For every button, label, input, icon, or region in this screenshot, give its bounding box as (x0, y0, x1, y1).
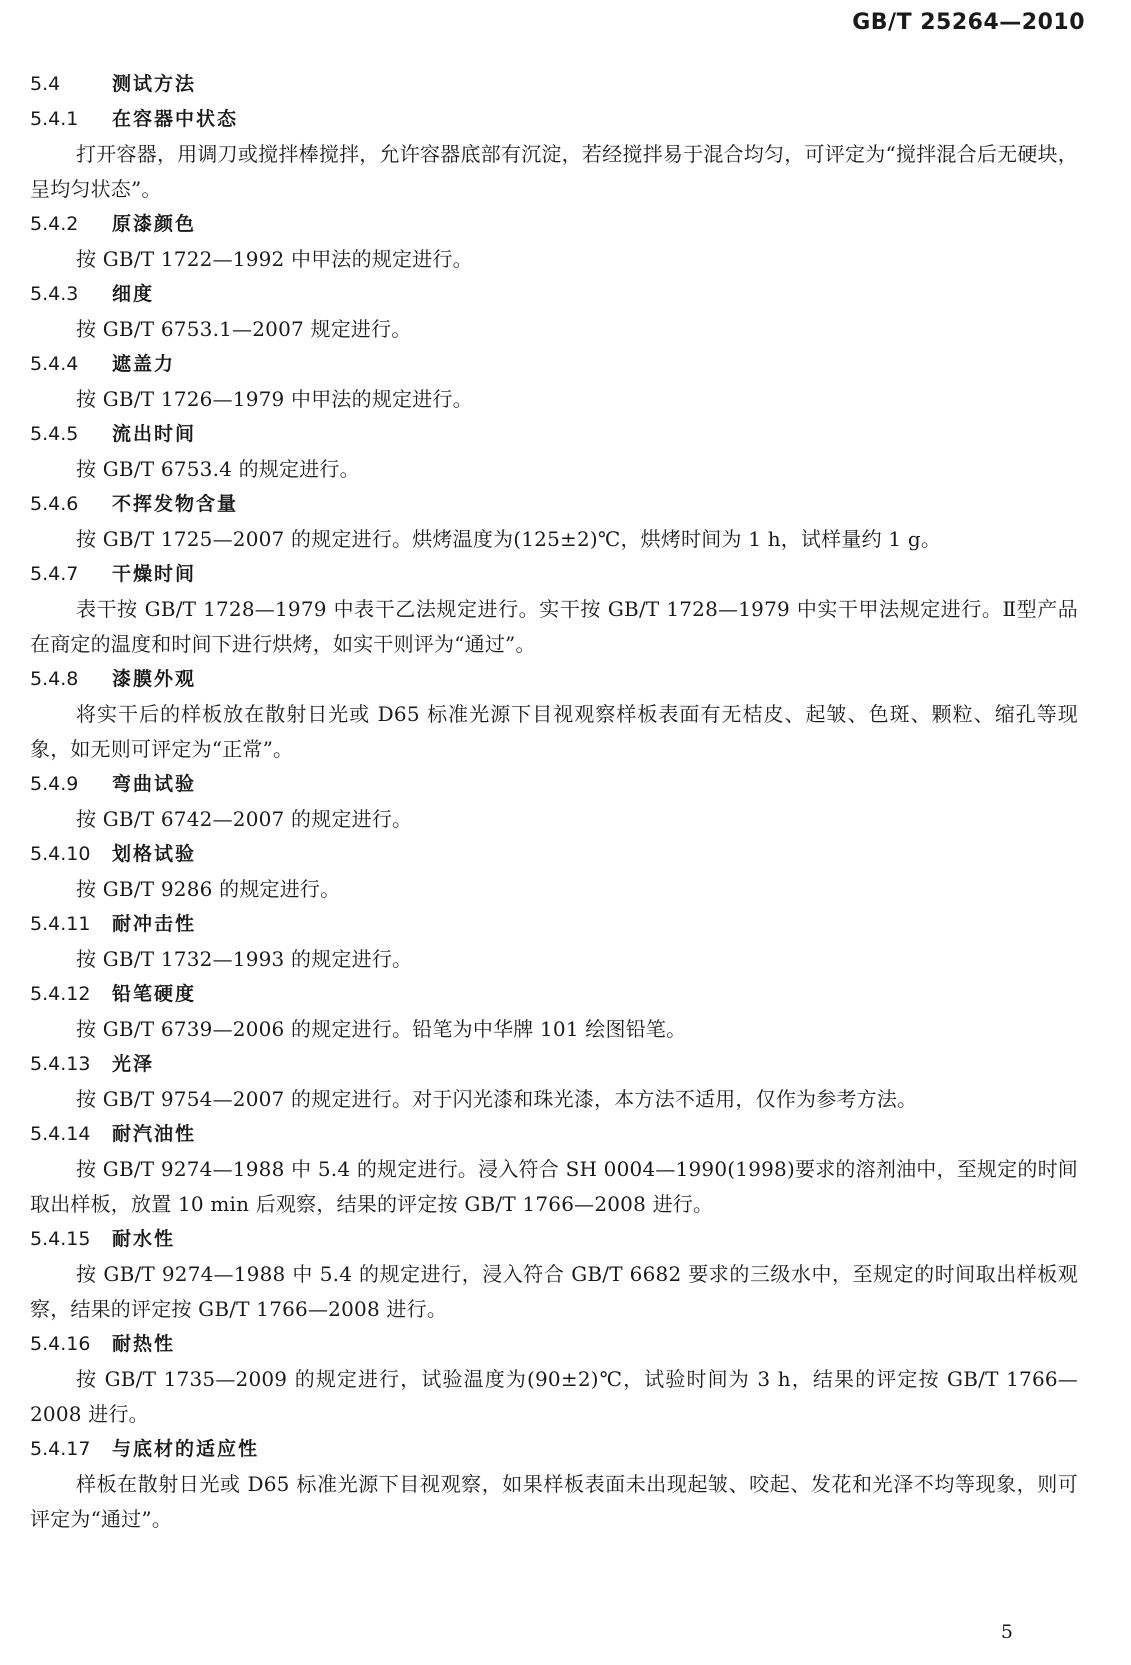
section-heading (30, 767, 1078, 802)
section-paragraph: 按 GB/T 1722—1992 中甲法的规定进行。 (76, 247, 473, 271)
section-paragraph: 将实干后的样板放在散射日光或 D65 标准光源下目视观察样板表面有无桔皮、起皱、色斑、颗粒、缩孔等现象，如无则可评定为“正常”。 (30, 702, 1078, 761)
section-title: 原漆颜色 (112, 213, 197, 235)
section-title: 测试方法 (112, 73, 197, 95)
section-paragraph: 打开容器，用调刀或搅拌棒搅拌，允许容器底部有沉淀，若经搅拌易于混合均匀，可评定为“搅拌混合后无硬块，呈均匀状态”。 (30, 142, 1078, 201)
section-title: 遮盖力 (112, 353, 176, 375)
section-title: 漆膜外观 (112, 668, 197, 690)
section-paragraph: 按 GB/T 1732—1993 的规定进行。 (76, 947, 413, 971)
section-title: 与底材的适应性 (112, 1438, 260, 1460)
section-heading (30, 837, 1078, 872)
section-number: 5.4.6 (30, 493, 79, 515)
section-title: 细度 (112, 283, 155, 305)
section-paragraph: 按 GB/T 1725—2007 的规定进行。烘烤温度为(125±2)℃，烘烤时间为 1 h，试样量约 1 g。 (76, 527, 942, 551)
section-heading (30, 277, 1078, 312)
section-number: 5.4.7 (30, 563, 79, 585)
section-heading (30, 347, 1078, 382)
section-heading (30, 977, 1078, 1012)
section-heading (30, 102, 1078, 137)
section-number: 5.4.13 (30, 1053, 91, 1075)
section-heading (30, 207, 1078, 242)
section-heading (30, 907, 1078, 942)
section-paragraph: 按 GB/T 9274—1988 中 5.4 的规定进行，浸入符合 GB/T 6682 要求的三级水中，至规定的时间取出样板观察，结果的评定按 GB/T 1766—2008 进行。 (30, 1262, 1078, 1321)
page-number: 5 (1000, 1621, 1013, 1643)
section-number: 5.4.8 (30, 668, 79, 690)
section-number: 5.4.10 (30, 843, 91, 865)
section-title: 光泽 (112, 1053, 155, 1075)
section-title: 不挥发物含量 (112, 493, 239, 515)
section-paragraph: 按 GB/T 6739—2006 的规定进行。铅笔为中华牌 101 绘图铅笔。 (76, 1017, 687, 1041)
section-heading (30, 1432, 1078, 1467)
section-number: 5.4.11 (30, 913, 91, 935)
section-number: 5.4.4 (30, 353, 79, 375)
section-title: 流出时间 (112, 423, 197, 445)
section-title: 耐冲击性 (112, 913, 197, 935)
section-paragraph: 按 GB/T 9274—1988 中 5.4 的规定进行。浸入符合 SH 0004—1990(1998)要求的溶剂油中，至规定的时间取出样板，放置 10 min 后观察，结果的评定按 GB/T 1766—2008 进行。 (30, 1157, 1078, 1216)
section-title: 弯曲试验 (112, 773, 197, 795)
section-heading (30, 1327, 1078, 1362)
section-paragraph: 按 GB/T 6753.4 的规定进行。 (76, 457, 360, 481)
section-paragraph: 按 GB/T 9754—2007 的规定进行。对于闪光漆和珠光漆，本方法不适用，仅作为参考方法。 (76, 1087, 918, 1111)
section-paragraph: 按 GB/T 9286 的规定进行。 (76, 877, 341, 901)
section-paragraph: 样板在散射日光或 D65 标准光源下目视观察，如果样板表面未出现起皱、咬起、发花和光泽不均等现象，则可评定为“通过”。 (30, 1472, 1078, 1531)
section-heading (30, 662, 1078, 697)
section-title: 耐汽油性 (112, 1123, 197, 1145)
section-number: 5.4.1 (30, 108, 79, 130)
section-heading (30, 557, 1078, 592)
section-paragraph: 按 GB/T 6742—2007 的规定进行。 (76, 807, 413, 831)
section-heading (30, 487, 1078, 522)
section-heading (30, 1047, 1078, 1082)
section-number: 5.4.9 (30, 773, 79, 795)
section-number: 5.4.2 (30, 213, 79, 235)
section-heading (30, 1222, 1078, 1257)
section-title: 划格试验 (112, 843, 197, 865)
section-paragraph: 表干按 GB/T 1728—1979 中表干乙法规定进行。实干按 GB/T 1728—1979 中实干甲法规定进行。Ⅱ型产品在商定的温度和时间下进行烘烤，如实干则评为“通过”。 (30, 597, 1078, 656)
section-number: 5.4.12 (30, 983, 91, 1005)
section-number: 5.4.15 (30, 1228, 91, 1250)
section-paragraph: 按 GB/T 1735—2009 的规定进行，试验温度为(90±2)℃，试验时间为 3 h，结果的评定按 GB/T 1766—2008 进行。 (30, 1367, 1078, 1426)
section-title: 铅笔硬度 (112, 983, 197, 1005)
section-heading (30, 1117, 1078, 1152)
section-heading (30, 417, 1078, 452)
document-body (30, 67, 1078, 1537)
section-number: 5.4.17 (30, 1438, 91, 1460)
section-title: 耐热性 (112, 1333, 176, 1355)
section-heading (30, 67, 1078, 102)
standard-number: GB/T 25264—2010 (852, 10, 1085, 35)
section-number: 5.4.16 (30, 1333, 91, 1355)
section-number: 5.4.14 (30, 1123, 91, 1145)
section-paragraph: 按 GB/T 6753.1—2007 规定进行。 (76, 317, 412, 341)
section-number: 5.4.3 (30, 283, 79, 305)
section-number: 5.4.5 (30, 423, 79, 445)
section-title: 在容器中状态 (112, 108, 239, 130)
section-paragraph: 按 GB/T 1726—1979 中甲法的规定进行。 (76, 387, 473, 411)
section-number: 5.4 (30, 73, 61, 95)
section-title: 耐水性 (112, 1228, 176, 1250)
section-title: 干燥时间 (112, 563, 197, 585)
